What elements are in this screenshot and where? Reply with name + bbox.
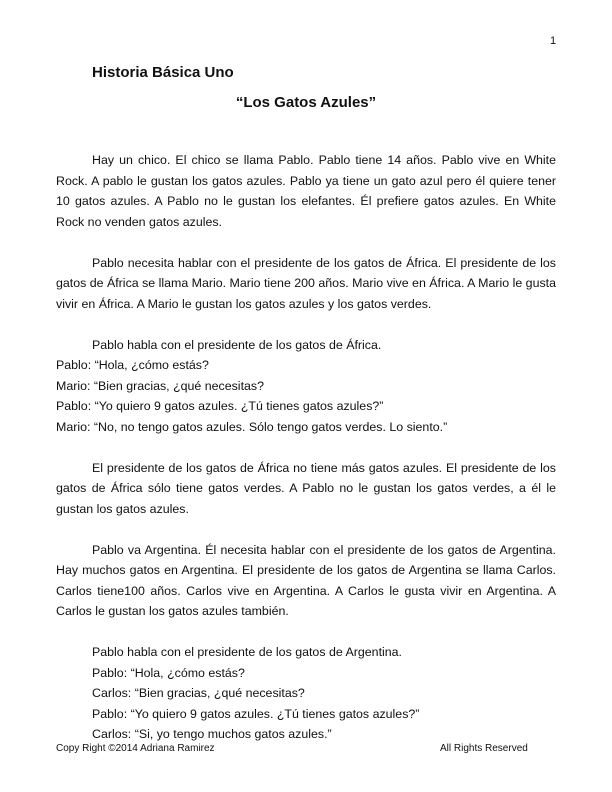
page-number: 1 [550, 35, 557, 47]
paragraph-2: Pablo necesita hablar con el presidente de los gatos de África. El presidente de los gatos de África se llama Mario. Mario tiene 200 años. Mario vive en África. A Mario le gusta vivir en África. A Mario le gustan los gatos azules y los gatos verdes. [56, 255, 556, 311]
dialogue-line: Carlos: “Si, yo tengo muchos gatos azules.” [92, 727, 332, 741]
dialogue-line: Mario: “Bien gracias, ¿qué necesitas? [56, 378, 264, 393]
dialogue-argentina [56, 642, 556, 745]
story-body [56, 150, 556, 765]
dialogue-intro: Pablo habla con el presidente de los gatos de Argentina. [92, 645, 402, 659]
paragraph-4: Pablo va Argentina. Él necesita hablar con el presidente de los gatos de Argentina. Hay muchos gatos en Argentina. El presidente de los gatos de Argentina se llama Carlos. Carlos tiene100 años. Carlos vive en Argentina. A Carlos le gusta vivir en Argentina. A Carlos le gustan los gatos azules también. [56, 542, 556, 618]
document-subtitle: “Los Gatos Azules” [235, 94, 377, 111]
paragraph-3: El presidente de los gatos de África no tiene más gatos azules. El presidente de los gatos de África sólo tiene gatos verdes. A Pablo no le gustan los gatos verdes, a él le gustan los gatos azules. [56, 460, 556, 516]
dialogue-line: Carlos: “Bien gracias, ¿qué necesitas? [92, 686, 305, 700]
dialogue-line: Pablo: “Yo quiero 9 gatos azules. ¿Tú tienes gatos azules?” [56, 399, 384, 413]
dialogue-line: Mario: “No, no tengo gatos azules. Sólo tengo gatos verdes. Lo siento.” [56, 419, 448, 434]
dialogue-line: Pablo: “Hola, ¿cómo estás? [56, 358, 209, 372]
document-title: Historia Básica Uno [92, 64, 234, 81]
paragraph-1: Hay un chico. El chico se llama Pablo. Pablo tiene 14 años. Pablo vive en White Rock. A pablo le gustan los gatos azules. Pablo ya tiene un gato azul pero él quiere tener 10 gatos azules. A Pablo no le gustan los elefantes. Él prefiere gatos azules. En White Rock no venden gatos azules. [56, 153, 556, 229]
dialogue-intro: Pablo habla con el presidente de los gatos de África. [92, 337, 382, 352]
dialogue-line: Pablo: “Yo quiero 9 gatos azules. ¿Tú tienes gatos azules?” [92, 706, 420, 721]
dialogue-line: Pablo: “Hola, ¿cómo estás? [92, 665, 245, 680]
footer-rights: All Rights Reserved [440, 743, 528, 754]
footer-copyright: Copy Right ©2014 Adriana Ramirez [56, 743, 215, 754]
dialogue-africa [56, 335, 556, 438]
